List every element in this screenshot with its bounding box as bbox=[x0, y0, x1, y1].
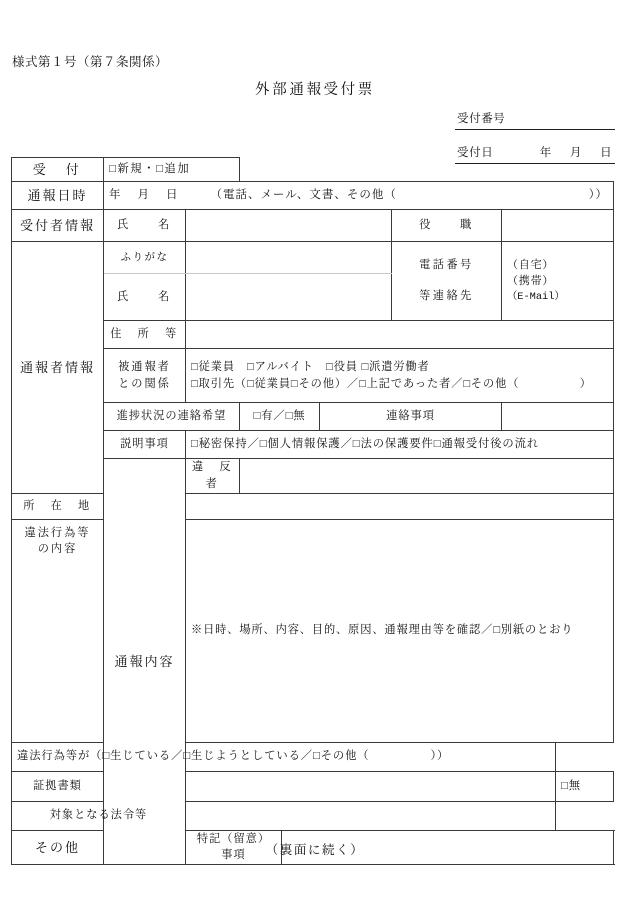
table-row-applicable-laws bbox=[12, 801, 614, 830]
table-row-receiver-info bbox=[12, 210, 614, 242]
evidence-label: 証拠書類 bbox=[12, 771, 104, 801]
receiver-name-value[interactable] bbox=[186, 210, 392, 242]
violator-label: 違 反 者 bbox=[186, 459, 240, 494]
reporter-relation-line1[interactable]: □従業員 □アルバイト □役員 □派遣労働者 bbox=[191, 360, 430, 373]
contact-matters-label: 連絡事項 bbox=[320, 403, 502, 431]
illegal-act-value[interactable] bbox=[186, 519, 614, 742]
table-row-report-datetime bbox=[12, 182, 614, 210]
receipt-number-field[interactable] bbox=[455, 104, 615, 130]
report-datetime-close: ）） bbox=[588, 188, 608, 201]
reporter-contact-home: （自宅） bbox=[507, 258, 555, 271]
explanation-items[interactable]: □秘密保持／□個人情報保護／□法の保護要件□通報受付後の流れ bbox=[186, 431, 614, 459]
other-label: その他 bbox=[12, 830, 104, 865]
table-row-evidence bbox=[12, 771, 614, 801]
reporter-contact-email: （E-Mail） bbox=[507, 290, 565, 303]
reporter-info-label: 通報者情報 bbox=[12, 242, 104, 494]
page-title: 外部通報受付票 bbox=[255, 82, 375, 98]
applicable-laws-label: 対象となる法令等 bbox=[12, 801, 186, 830]
receiver-position-value[interactable] bbox=[502, 210, 614, 242]
table-row-reception bbox=[12, 158, 614, 182]
receipt-date-year: 年 bbox=[539, 147, 552, 159]
receiver-name-label: 氏 名 bbox=[104, 210, 186, 242]
table-row-reporter-furigana bbox=[12, 242, 614, 274]
reporter-name-label: 氏 名 bbox=[104, 274, 186, 321]
violator-value[interactable] bbox=[240, 459, 614, 494]
receipt-date-day: 日 bbox=[600, 147, 612, 159]
table-row-status-line bbox=[12, 742, 614, 771]
reporter-relation-line2[interactable]: □取引先（□従業員□その他）／□上記であった者／□その他（ ） bbox=[191, 377, 592, 390]
report-datetime-day: 日 bbox=[166, 188, 179, 201]
reporter-contact-label-line1: 電話番号 bbox=[419, 259, 474, 272]
illegal-act-label-line1: 違法行為等 bbox=[24, 526, 91, 539]
report-datetime-year: 年 bbox=[109, 188, 122, 201]
illegal-act-label bbox=[12, 519, 104, 742]
receiver-info-label: 受付者情報 bbox=[12, 210, 104, 242]
report-datetime-label: 通報日時 bbox=[12, 182, 104, 210]
applicable-laws-value[interactable] bbox=[186, 801, 556, 830]
reporter-contact-mobile: （携帯） bbox=[507, 275, 555, 288]
reporter-contact-label bbox=[392, 242, 502, 321]
receipt-number-label: 受付番号 bbox=[457, 113, 506, 125]
report-datetime-methods: （電話、メール、文書、その他（ bbox=[210, 188, 397, 201]
illegal-act-label-line2: の内容 bbox=[37, 543, 78, 556]
report-datetime-month: 月 bbox=[137, 188, 150, 201]
report-datetime-value[interactable] bbox=[104, 182, 614, 210]
evidence-value[interactable] bbox=[186, 771, 556, 801]
remarks-label: 特記（留意）事項 bbox=[186, 830, 282, 865]
location-value[interactable] bbox=[186, 493, 614, 519]
reception-label: 受 付 bbox=[12, 158, 104, 182]
evidence-none-checkbox[interactable]: □無 bbox=[556, 771, 614, 801]
table-row-illegal-act bbox=[12, 519, 614, 742]
form-number: 様式第１号（第７条関係） bbox=[12, 55, 169, 69]
report-form-table bbox=[11, 157, 614, 865]
illegal-act-note: ※日時、場所、内容、目的、原因、通報理由等を確認／□別紙のとおり bbox=[191, 624, 574, 637]
reception-blank bbox=[240, 158, 614, 182]
reception-options[interactable]: □新規・□追加 bbox=[104, 158, 240, 182]
report-content-label: 通報内容 bbox=[104, 459, 186, 865]
progress-contact-label: 進捗状況の連絡希望 bbox=[104, 403, 240, 431]
reporter-contact-value[interactable] bbox=[502, 242, 614, 321]
status-line[interactable]: 違法行為等が（□生じている／□生じようとしている／□その他（ ）） bbox=[12, 742, 556, 771]
receipt-date-label: 受付日 bbox=[457, 147, 494, 159]
reporter-address-value[interactable] bbox=[186, 321, 614, 349]
reporter-contact-label-line2: 等連絡先 bbox=[419, 290, 474, 302]
receipt-date-month: 月 bbox=[569, 147, 582, 159]
progress-contact-options[interactable]: □有／□無 bbox=[240, 403, 320, 431]
reporter-relation-value[interactable] bbox=[186, 349, 614, 403]
reporter-relation-label bbox=[104, 349, 186, 403]
reporter-relation-label-line2: との関係 bbox=[118, 377, 171, 390]
receipt-fields bbox=[455, 104, 615, 164]
reporter-name-value[interactable] bbox=[186, 274, 392, 321]
explanation-label: 説明事項 bbox=[104, 431, 186, 459]
receiver-position-label: 役 職 bbox=[392, 210, 502, 242]
reporter-address-label: 住 所 等 bbox=[104, 321, 186, 349]
location-label: 所 在 地 bbox=[12, 493, 104, 519]
contact-matters-value[interactable] bbox=[502, 403, 614, 431]
reporter-relation-label-line1: 被通報者 bbox=[118, 360, 171, 373]
footer-continued: （裏面に続く） bbox=[265, 843, 365, 857]
reporter-furigana-value[interactable] bbox=[186, 242, 392, 274]
reporter-furigana-label: ふりがな bbox=[104, 242, 186, 274]
table-row-location bbox=[12, 493, 614, 519]
